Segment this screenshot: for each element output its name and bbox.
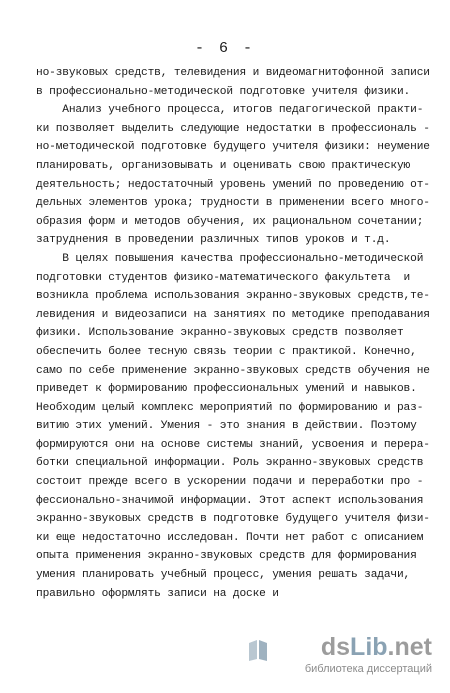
text-line: обеспечить более тесную связь теории с практикой. Конечно, <box>36 345 417 358</box>
watermark-subtitle: библиотека диссертаций <box>304 663 432 675</box>
logo-lib: Lib <box>350 633 388 661</box>
text-line: ки позволяет выделить следующие недостатки в профессиональ - <box>36 122 430 135</box>
text-line: но-звуковых средств, телевидения и видеомагнитофонной записи <box>36 67 430 79</box>
text-line: но-методической подготовке будущего учителя физики: неумение <box>36 141 430 154</box>
text-line: В целях повышения качества профессионально-методической <box>36 252 424 265</box>
text-line: возникла проблема использования экранно-звуковых средств,те- <box>36 290 430 303</box>
book-logo-icon <box>246 637 270 663</box>
logo-ds: ds <box>320 633 351 661</box>
text-line: образия форм и методов обучения, их рациональном сочетании; <box>36 215 424 228</box>
text-line: планировать, организовывать и оценивать свою практическую <box>36 159 411 172</box>
text-line: левидения и видеозаписи на занятиях по методике преподавания <box>36 308 430 321</box>
logo-tld: .net <box>387 633 432 661</box>
text-line: формируются они на основе системы знаний, усвоения и перера- <box>36 438 430 451</box>
page-number: - 6 - <box>194 40 255 57</box>
text-line: витию этих умений. Умения - это знания в действии. Поэтому <box>36 420 417 433</box>
text-line: фессионально-значимой информации. Этот аспект использования <box>36 494 424 507</box>
body-text <box>36 64 436 603</box>
text-line: затруднения в проведении различных типов уроков и т.д. <box>36 234 391 247</box>
text-line: экранно-звуковых средств в подготовке будущего учителя физи- <box>36 513 430 526</box>
text-line: Анализ учебного процесса, итогов педагогической практи- <box>36 104 424 117</box>
text-line: ботки специальной информации. Роль экранно-звуковых средств <box>36 457 424 470</box>
text-line: ки еще недостаточно исследован. Почти нет работ с описанием <box>36 531 424 544</box>
text-line: умения планировать учебный процесс, умения решать задачи, <box>36 569 411 582</box>
watermark <box>240 633 440 681</box>
text-line: физики. Использование экранно-звуковых средств позволяет <box>36 327 404 340</box>
text-line: правильно оформлять записи на доске и <box>36 587 279 600</box>
text-line: приведет к формированию профессиональных умений и навыков. <box>36 383 417 396</box>
text-line: само по себе применение экранно-звуковых средств обучения не <box>36 364 430 377</box>
text-line: подготовки студентов физико-математического факультета и <box>36 271 411 284</box>
text-line: в профессионально-методической подготовке учителя физики. <box>36 85 411 98</box>
text-line: опыта применения экранно-звуковых средств для формирования <box>36 550 417 563</box>
watermark-logo <box>321 633 432 662</box>
text-line: дельных элементов урока; трудности в применении всего много- <box>36 197 430 210</box>
text-line: деятельность; недостаточный уровень умений по проведению от- <box>36 178 430 191</box>
text-line: состоит прежде всего в ускорении подачи и переработки про - <box>36 476 424 489</box>
text-line: Необходим целый комплекс мероприятий по формированию и раз- <box>36 401 424 414</box>
